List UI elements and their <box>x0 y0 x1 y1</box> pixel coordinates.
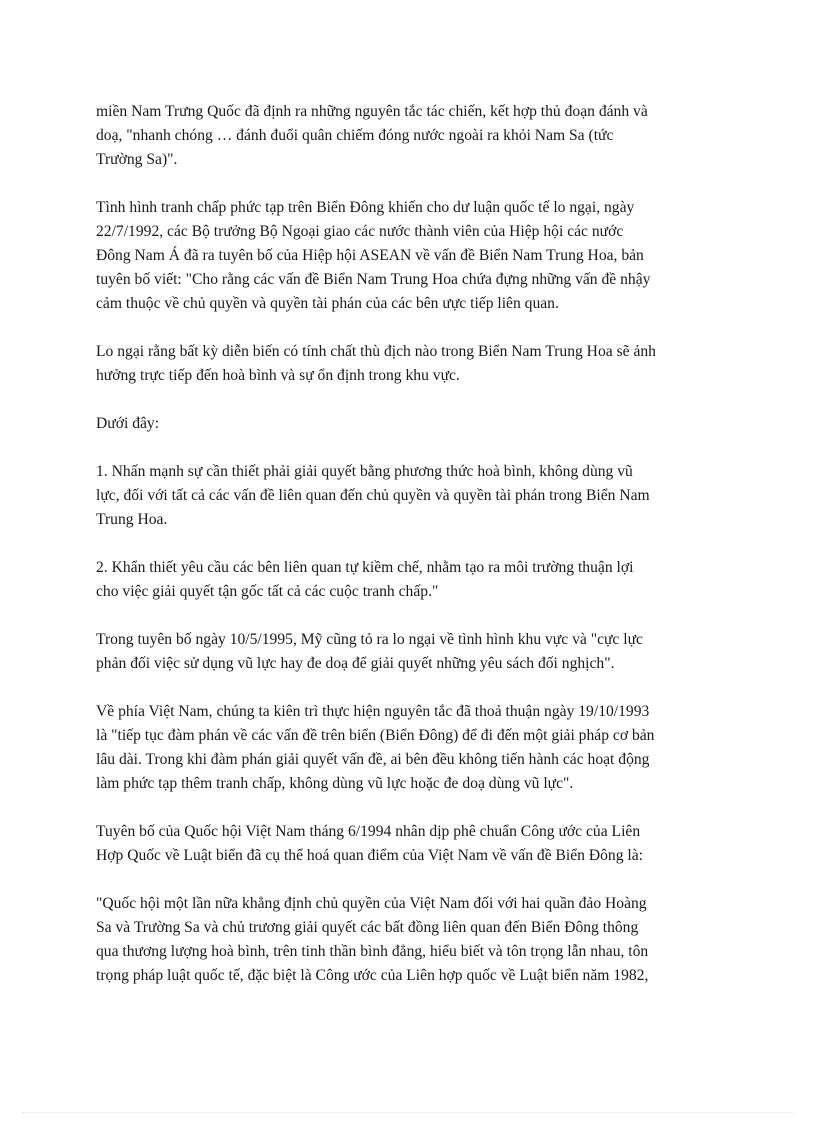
text-line: Trong tuyên bố ngày 10/5/1995, Mỹ cũng tỏ ra lo ngại về tình hình khu vực và "cực lực <box>96 631 643 648</box>
text-line: lâu dài. Trong khi đàm phán giải quyết vấn đề, ai bên đều không tiến hành các hoạt động <box>96 751 650 768</box>
text-line: tuyên bố viết: "Cho rằng các vấn đề Biển Nam Trung Hoa chứa đựng những vấn đề nhậy <box>96 271 651 288</box>
text-line: qua thương lượng hoà bình, trên tinh thần bình đẳng, hiểu biết và tôn trọng lẫn nhau, tôn <box>96 943 649 960</box>
text-line: lực, đối với tất cả các vấn đề liên quan đến chủ quyền và quyền tài phán trong Biển Nam <box>96 487 650 504</box>
paragraph-5 <box>96 460 726 532</box>
text-line: trọng pháp luật quốc tế, đặc biệt là Công ước của Liên hợp quốc về Luật biển năm 1982, <box>96 967 649 984</box>
text-line: Tuyên bố của Quốc hội Việt Nam tháng 6/1994 nhân dịp phê chuẩn Công ước của Liên <box>96 823 641 840</box>
text-line: doạ, "nhanh chóng … đánh đuổi quân chiếm đóng nước ngoài ra khỏi Nam Sa (tức <box>96 127 614 144</box>
text-line: miền Nam Trưng Quốc đã định ra những nguyên tắc tác chiến, kết hợp thủ đoạn đánh và <box>96 103 648 120</box>
text-line: hưởng trực tiếp đến hoà bình và sự ổn định trong khu vực. <box>96 367 460 384</box>
text-line: Trường Sa)". <box>96 151 178 168</box>
text-line: 22/7/1992, các Bộ trưởng Bộ Ngoại giao các nước thành viên của Hiệp hội các nước <box>96 223 624 240</box>
paragraph-1 <box>96 100 726 172</box>
text-line: Dưới đây: <box>96 415 160 432</box>
text-line: cho việc giải quyết tận gốc tất cả các cuộc tranh chấp." <box>96 583 439 600</box>
paragraph-9 <box>96 820 726 868</box>
text-line: làm phức tạp thêm tranh chấp, không dùng vũ lực hoặc đe doạ dùng vũ lực". <box>96 775 574 792</box>
paragraph-7 <box>96 628 726 676</box>
text-line: Về phía Việt Nam, chúng ta kiên trì thực hiện nguyên tắc đã thoả thuận ngày 19/10/1993 <box>96 703 650 720</box>
text-line: Sa và Trường Sa và chủ trương giải quyết các bất đồng liên quan đến Biển Đông thông <box>96 919 639 936</box>
document-body <box>96 100 726 1012</box>
text-line: Hợp Quốc về Luật biển đã cụ thể hoá quan điểm của Việt Nam về vấn đề Biển Đông là: <box>96 847 644 864</box>
text-line: phản đối việc sử dụng vũ lực hay đe doạ để giải quyết những yêu sách đối nghịch". <box>96 655 615 672</box>
text-line: Tình hình tranh chấp phức tạp trên Biển Đông khiến cho dư luận quốc tế lo ngại, ngày <box>96 199 635 216</box>
paragraph-8 <box>96 700 726 796</box>
text-line: 1. Nhấn mạnh sự cần thiết phải giải quyết bằng phương thức hoà bình, không dùng vũ <box>96 463 633 480</box>
text-line: là "tiếp tục đàm phán về các vấn đề trên biển (Biển Đông) để đi đến một giải pháp cơ bản <box>96 727 655 744</box>
paragraph-6 <box>96 556 726 604</box>
text-line: 2. Khẩn thiết yêu cầu các bên liên quan tự kiềm chế, nhằm tạo ra môi trường thuận lợi <box>96 559 634 576</box>
paragraph-3 <box>96 340 726 388</box>
paragraph-2 <box>96 196 726 316</box>
text-line: Đông Nam Á đã ra tuyên bố của Hiệp hội ASEAN về vấn đề Biển Nam Trung Hoa, bản <box>96 247 644 264</box>
text-line: Trung Hoa. <box>96 511 168 528</box>
text-line: Lo ngại rằng bất kỳ diễn biến có tính chất thù địch nào trong Biển Nam Trung Hoa sẽ ảnh <box>96 343 656 360</box>
text-line: "Quốc hội một lần nữa khẳng định chủ quyền của Việt Nam đối với hai quần đảo Hoàng <box>96 895 647 912</box>
paragraph-4 <box>96 412 726 436</box>
paragraph-10 <box>96 892 726 988</box>
page-bottom-divider <box>22 1112 794 1113</box>
text-line: cảm thuộc về chủ quyền và quyền tài phán của các bên ưực tiếp liên quan. <box>96 295 559 312</box>
